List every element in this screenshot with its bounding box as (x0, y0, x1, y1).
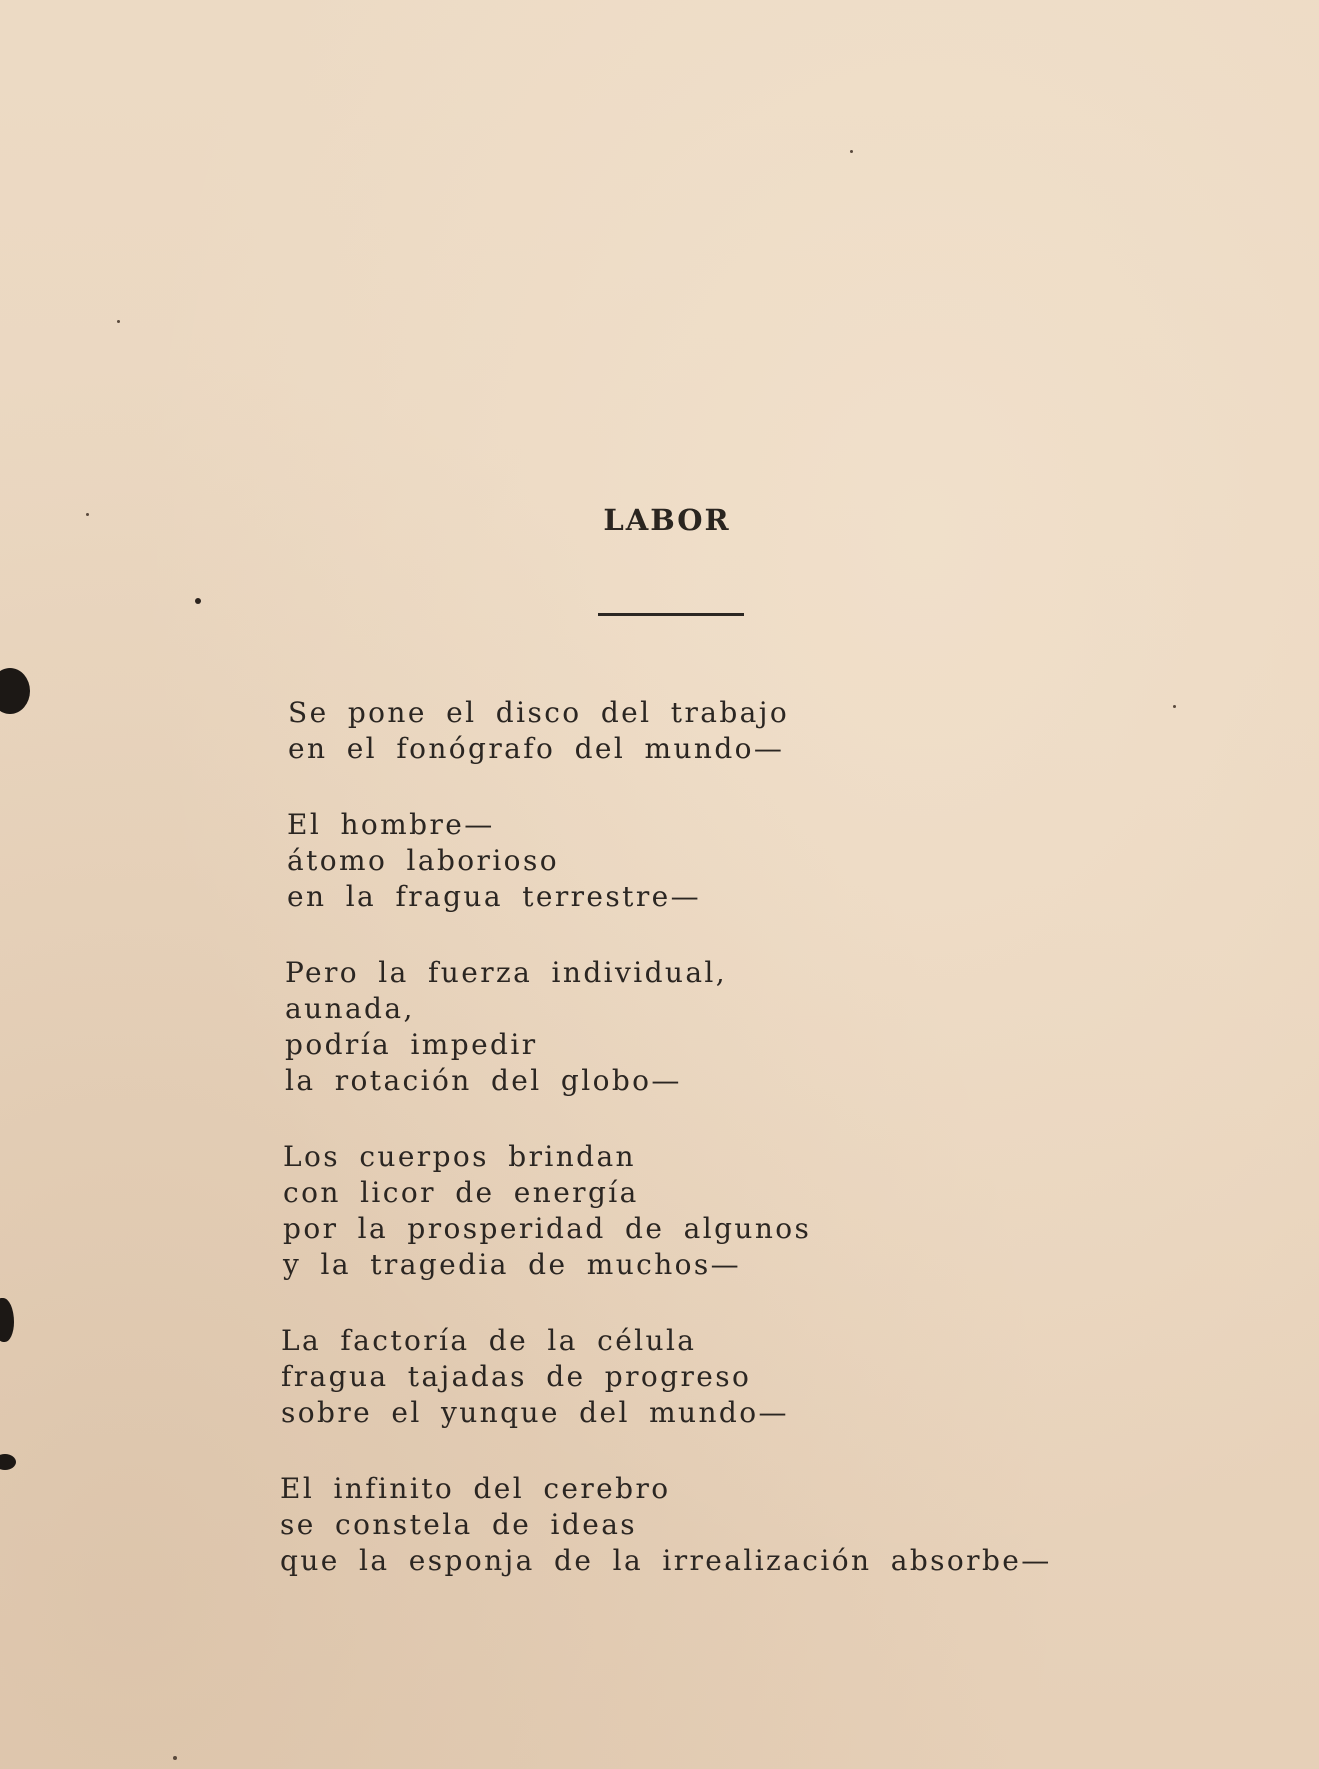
dust-speck (1173, 705, 1176, 708)
poem-line: en la fragua terrestre— (287, 880, 701, 913)
dust-speck (195, 598, 201, 604)
dust-speck (850, 150, 853, 153)
dust-speck (117, 320, 120, 323)
poem-line: la rotación del globo— (285, 1064, 682, 1097)
poem-line: fragua tajadas de progreso (281, 1360, 752, 1393)
poem-line: La factoría de la célula (281, 1324, 697, 1357)
poem-line: podría impedir (285, 1028, 538, 1061)
poem-line: El infinito del cerebro (280, 1472, 671, 1505)
poem-line: Se pone el disco del trabajo (288, 696, 790, 729)
stanza (283, 1139, 1052, 1283)
poem-line: y la tragedia de muchos— (283, 1248, 742, 1281)
stanza (288, 695, 1052, 767)
stanza (285, 955, 1052, 1099)
poem-line: El hombre— (287, 808, 495, 841)
poem-line: en el fonógrafo del mundo— (288, 732, 785, 765)
poem-line: aunada, (285, 992, 415, 1025)
dust-speck (173, 1756, 177, 1760)
poem-line: átomo laborioso (287, 844, 559, 877)
poem-title: LABOR (603, 503, 731, 537)
poem-line: con licor de energía (283, 1176, 639, 1209)
ink-spot (0, 1454, 16, 1470)
poem-line: sobre el yunque del mundo— (281, 1396, 789, 1429)
stanza (280, 1471, 1052, 1579)
ink-spot (0, 1298, 14, 1342)
stanza (281, 1323, 1052, 1431)
ink-spot (0, 668, 30, 714)
poem-line: se constela de ideas (280, 1508, 638, 1541)
poem-line: Los cuerpos brindan (283, 1140, 636, 1173)
poem-body (280, 695, 1052, 1619)
poem-line: que la esponja de la irrealización absorbe— (280, 1544, 1052, 1577)
stanza (287, 807, 1052, 915)
poem-line: por la prosperidad de algunos (283, 1212, 812, 1245)
title-divider (598, 613, 744, 616)
poem-line: Pero la fuerza individual, (285, 956, 728, 989)
